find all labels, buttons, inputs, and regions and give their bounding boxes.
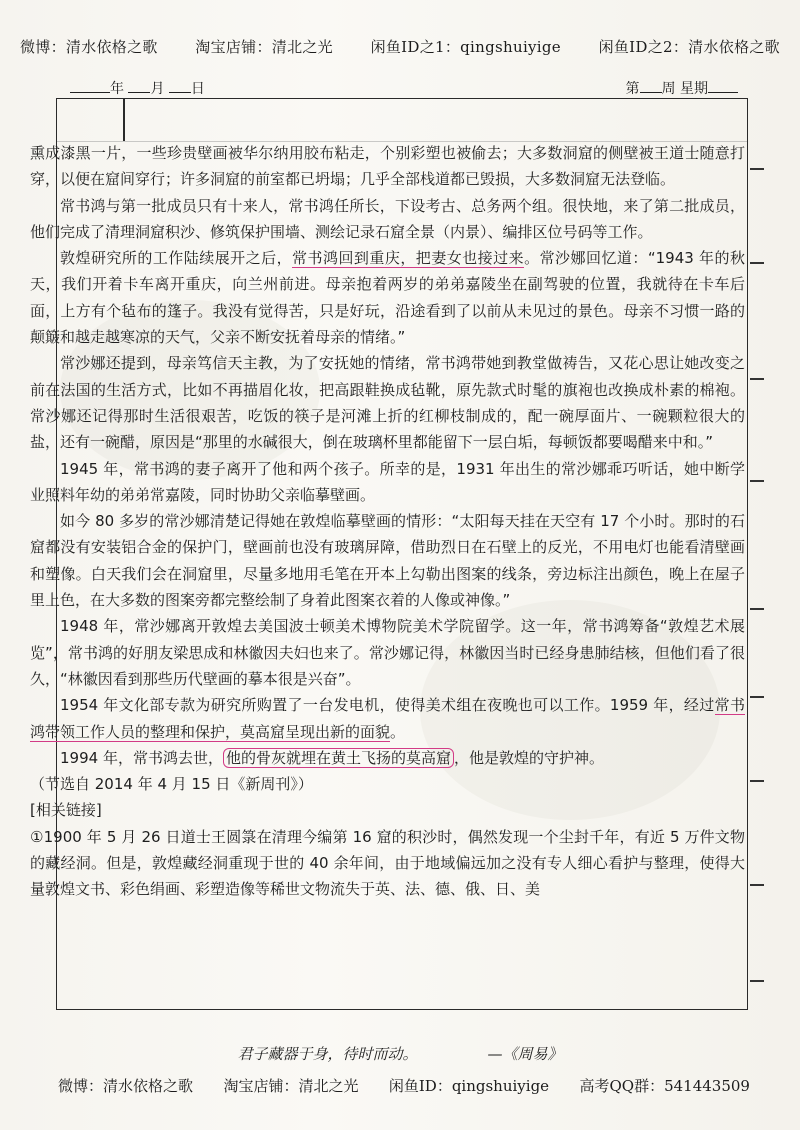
month-blank bbox=[128, 79, 150, 93]
month-label: 月 bbox=[150, 81, 165, 97]
p3-underlined: 常书鸿回到重庆，把妻女也接过来 bbox=[292, 249, 525, 268]
p9-before: 1994 年，常书鸿去世， bbox=[60, 748, 223, 767]
paragraph-2: 常书鸿与第一批成员只有十来人，常书鸿任所长，下设考古、总务两个组。很快地，来了第二批成员，他们完成了清理洞窟积沙、修筑保护围墙、测绘记录石窟全景（内景）、编排区位号码等工作。 bbox=[30, 196, 745, 241]
p8-after: 。 bbox=[390, 722, 406, 741]
paragraph-9 bbox=[30, 745, 745, 771]
p9-after: ，他是敦煌的守护神。 bbox=[453, 748, 604, 767]
footer-xianyu: 闲鱼ID：qingshuiyige bbox=[388, 1077, 550, 1095]
paragraph-6: 如今 80 多岁的常沙娜清楚记得她在敦煌临摹壁画的情形：“太阳每天挂在天空有 17 个小时。那时的石窟都没有安装铝合金的保护门，壁画前也没有玻璃屏障，借助烈日在石壁上的反光，不用电灯也能看清壁画和塑像。白天我们会在洞窟里，尽量多地用毛笔在开本上勾勒出图案的线条，旁边标注出颜色，晚上在屋子里上色，在大多数的图案旁都完整绘制了身着此图案衣着的人像或神像。” bbox=[30, 512, 745, 610]
article-source: （节选自 2014 年 4 月 15 日《新周刊》） bbox=[30, 775, 313, 794]
year-label: 年 bbox=[110, 81, 124, 97]
header-taobao: 淘宝店铺：清北之光 bbox=[195, 38, 333, 56]
margin-ticks bbox=[750, 140, 770, 1000]
date-row bbox=[70, 78, 738, 98]
quote-text: 君子藏器于身，待时而动。 bbox=[237, 1045, 418, 1063]
quote-source: —《周易》 bbox=[487, 1045, 563, 1063]
p8-underlined: 常书鸿带领工作人员的整理和保护，莫高窟呈现出新的面貌 bbox=[30, 696, 745, 741]
paragraph-3 bbox=[30, 245, 745, 350]
header-xianyu-1: 闲鱼ID之1：qingshuiyige bbox=[370, 38, 561, 56]
top-promo-line bbox=[20, 36, 780, 57]
weekday-blank bbox=[708, 79, 738, 93]
paragraph-8 bbox=[30, 692, 745, 745]
week-blank bbox=[640, 79, 662, 93]
paragraph-5: 1945 年，常书鸿的妻子离开了他和两个孩子。所幸的是，1931 年出生的常沙娜乖巧听话，她中断学业照料年幼的弟弟常嘉陵，同时协助父亲临摹壁画。 bbox=[30, 459, 745, 504]
paragraph-7: 1948 年，常沙娜离开敦煌去美国波士顿美术博物院美术学院留学。这一年，常书鸿筹备“敦煌艺术展览”，常书鸿的好朋友梁思成和林徽因夫妇也来了。常沙娜记得，林徽因当时已经身患肺结核，但他们看了很久，“林徽因看到那些历代壁画的摹本很是兴奋”。 bbox=[30, 617, 745, 688]
related-link-1: ①1900 年 5 月 26 日道士王圆箓在清理今编第 16 窟的积沙时，偶然发现一个尘封千年，有近 5 万件文物的藏经洞。但是，敦煌藏经洞重现于世的 40 余年间，由于地域偏远加之没有专人细心看护与整理，使得大量敦煌文书、彩色绢画、彩塑造像等稀世文物流失于英、法、德、俄、日、美 bbox=[30, 827, 745, 899]
day-blank bbox=[169, 79, 191, 93]
header-weibo: 微博：清水依格之歌 bbox=[20, 38, 158, 56]
p3-after: 。常沙娜回忆道：“1943 年的秋天，我们开着卡车离开重庆，向兰州前进。母亲抱着两岁的弟弟嘉陵坐在副驾驶的位置，我就待在卡车后面，上方有个毡布的篷子。我没有觉得苦，只是好玩，沿途看到了以前从未见过的景色。母亲不习惯一路的颠簸和越走越寒凉的天气，父亲不断安抚着母亲的情绪。” bbox=[30, 249, 745, 347]
footer-taobao: 淘宝店铺：清北之光 bbox=[223, 1077, 359, 1095]
article-body bbox=[30, 140, 745, 903]
date-fields bbox=[70, 78, 205, 98]
footer-qq: 高考QQ群：541443509 bbox=[579, 1077, 750, 1095]
week-fields bbox=[626, 78, 738, 98]
frame-divider bbox=[123, 99, 125, 141]
week-suffix: 周 星期 bbox=[661, 81, 708, 97]
year-blank bbox=[70, 79, 110, 93]
footer-quote bbox=[0, 1043, 800, 1064]
related-links-title: [相关链接] bbox=[30, 801, 102, 820]
p9-boxed: 他的骨灰就埋在黄土飞扬的莫高窟 bbox=[223, 748, 454, 768]
paragraph-4: 常沙娜还提到，母亲笃信天主教，为了安抚她的情绪，常书鸿带她到教堂做祷告，又花心思让她改变之前在法国的生活方式，比如不再描眉化妆，把高跟鞋换成毡靴，原先款式时髦的旗袍也改换成朴素的棉袍。常沙娜还记得那时生活很艰苦，吃饭的筷子是河滩上折的红柳枝制成的，配一碗厚面片、一碗颗粒很大的盐，还有一碗醋，原因是“那里的水碱很大，倒在玻璃杯里都能留下一层白垢，每顿饭都要喝醋来中和。” bbox=[30, 354, 745, 452]
p3-before: 敦煌研究所的工作陆续展开之后， bbox=[60, 249, 293, 268]
header-xianyu-2: 闲鱼ID之2：清水依格之歌 bbox=[598, 38, 780, 56]
bottom-promo-line bbox=[58, 1075, 750, 1096]
footer-weibo: 微博：清水依格之歌 bbox=[58, 1077, 194, 1095]
p8-before: 1954 年文化部专款为研究所购置了一台发电机，使得美术组在夜晚也可以工作。1959 年，经过 bbox=[60, 696, 715, 715]
day-label: 日 bbox=[190, 81, 205, 97]
paragraph-1: 熏成漆黑一片，一些珍贵壁画被华尔纳用胶布粘走，个别彩塑也被偷去；大多数洞窟的侧壁被王道士随意打穿，以便在窟间穿行；许多洞窟的前室都已坍塌；几乎全部栈道都已毁损，大多数洞窟无法登临。 bbox=[30, 144, 745, 189]
week-prefix: 第 bbox=[625, 81, 640, 97]
